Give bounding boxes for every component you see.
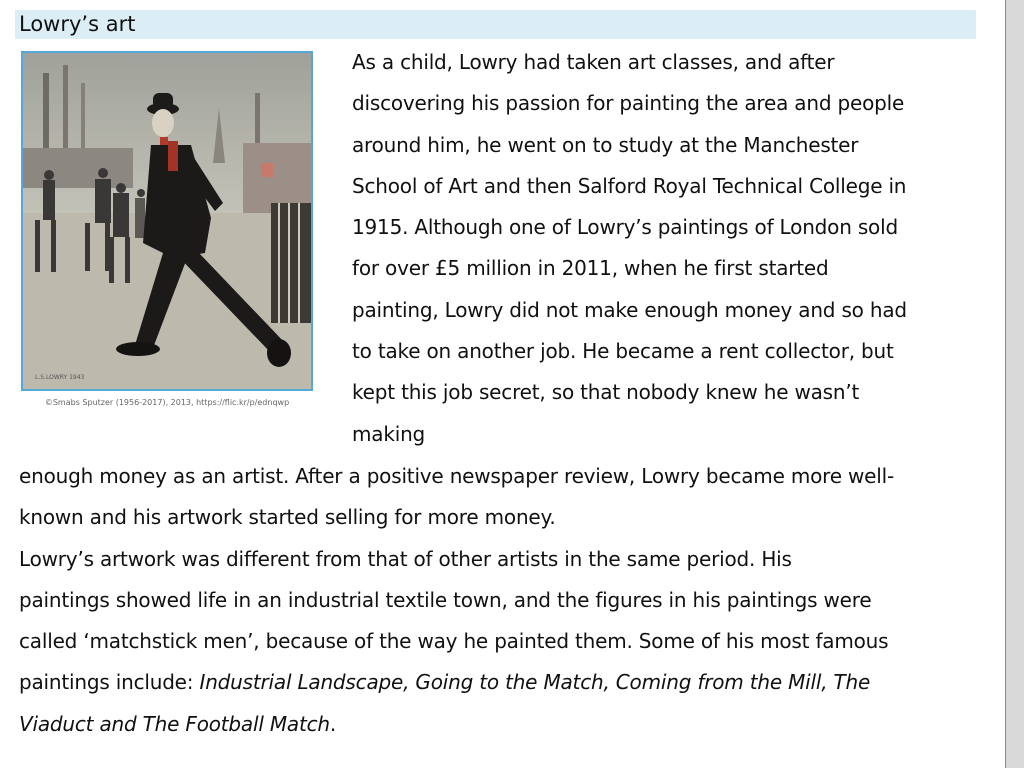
- text-fragment: paintings include:: [19, 670, 200, 695]
- text-line: known and his artwork started selling for more money.: [19, 505, 556, 530]
- text-line: School of Art and then Salford Royal Technical College in: [352, 173, 907, 198]
- text-line: called ‘matchstick men’, because of the way he painted them. Some of his most famous: [19, 629, 889, 654]
- text-line: Lowry’s artwork was different from that of other artists in the same period. His: [19, 546, 792, 571]
- text-line: for over £5 million in 2011, when he first started: [352, 256, 829, 281]
- text-line: to take on another job. He became a rent collector, but: [352, 339, 894, 364]
- page-right-border: [1005, 0, 1024, 768]
- paragraph-1: [352, 42, 992, 455]
- text-fragment: .: [329, 711, 337, 736]
- full-width-text: [19, 456, 979, 745]
- section-header: [15, 10, 976, 39]
- text-line: discovering his passion for painting the area and people: [352, 91, 905, 116]
- image-caption: ©Smabs Sputzer (1956-2017), 2013, https://flic.kr/p/ednqwp: [44, 398, 290, 407]
- text-line: As a child, Lowry had taken art classes, and after: [352, 50, 835, 74]
- section-title: Lowry’s art: [19, 12, 136, 36]
- painting-titles: Industrial Landscape, Going to the Match, Coming from the Mill, The: [199, 670, 871, 695]
- text-line: painting, Lowry did not make enough money and so had: [352, 297, 907, 322]
- text-line: [19, 662, 979, 703]
- text-line: 1915. Although one of Lowry’s paintings of London sold: [352, 215, 898, 240]
- text-line: kept this job secret, so that nobody knew he wasn’t: [352, 380, 860, 405]
- painting-image: [21, 51, 313, 391]
- text-line: enough money as an artist. After a positive newspaper review, Lowry became more well-: [19, 464, 894, 488]
- text-line: [19, 704, 979, 745]
- text-line: around him, he went on to study at the Manchester: [352, 132, 859, 157]
- svg-text:L.S.LOWRY 1943: L.S.LOWRY 1943: [35, 374, 85, 381]
- text-line: making: [352, 421, 426, 446]
- text-line: paintings showed life in an industrial textile town, and the figures in his paintings were: [19, 587, 872, 612]
- painting-titles: Viaduct and The Football Match: [19, 711, 330, 736]
